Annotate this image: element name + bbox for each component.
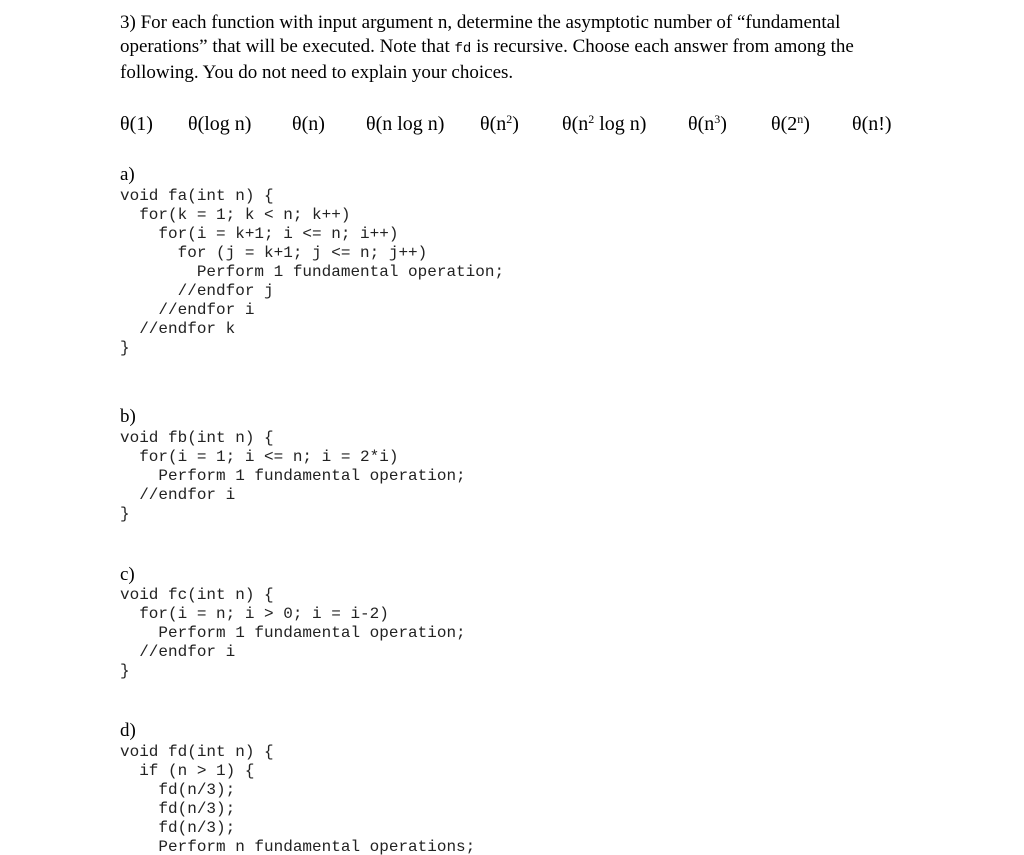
part-b-label: b)	[120, 406, 136, 427]
choice-theta-n: θ(n)	[292, 113, 325, 135]
question-line-1: 3) For each function with input argument n, determine the asymptotic number of “fundamental	[120, 12, 841, 33]
code-line: Perform 1 fundamental operation;	[120, 624, 466, 642]
code-line: //endfor i	[120, 643, 236, 661]
code-line: if (n > 1) {	[120, 762, 255, 780]
code-line: }	[120, 505, 130, 523]
code-line: void fa(int n) {	[120, 187, 274, 205]
code-line: }	[120, 662, 130, 680]
part-d-label: d)	[120, 720, 136, 741]
part-c-label: c)	[120, 564, 135, 585]
code-line: void fc(int n) {	[120, 586, 274, 604]
question-line-2	[120, 35, 920, 61]
code-line: }	[120, 339, 130, 357]
part-a-code	[120, 187, 504, 358]
code-line: Perform 1 fundamental operation;	[120, 263, 505, 281]
part-a-label: a)	[120, 164, 135, 185]
code-line: for (j = k+1; j <= n; j++)	[120, 244, 428, 262]
question-line-2-start: operations” that will be executed. Note that	[120, 36, 455, 57]
code-line: fd(n/3);	[120, 819, 236, 837]
choice-theta-n-squared: $\theta(n^2)$	[480, 112, 519, 135]
choice-theta-n-factorial: θ(n!)	[852, 113, 892, 135]
code-line: Perform n fundamental operations;	[120, 838, 476, 855]
code-line: void fd(int n) {	[120, 743, 274, 761]
part-c-code	[120, 586, 466, 681]
choice-theta-2-to-n: θ(2$^n$)	[771, 112, 810, 135]
code-line: for(k = 1; k < n; k++)	[120, 206, 351, 224]
choice-theta-n-squared-log-n: $\theta(n^2$ log n)	[562, 112, 647, 135]
code-line: fd(n/3);	[120, 781, 236, 799]
choice-theta-n-cubed: $\theta(n^3)$	[688, 112, 727, 135]
code-line: for(i = k+1; i <= n; i++)	[120, 225, 399, 243]
code-line: //endfor i	[120, 301, 255, 319]
code-line: for(i = n; i > 0; i = i-2)	[120, 605, 389, 623]
part-d-code	[120, 743, 475, 855]
answer-choices	[0, 113, 1024, 143]
code-line: //endfor i	[120, 486, 236, 504]
code-line: void fb(int n) {	[120, 429, 274, 447]
question-prompt	[120, 11, 920, 85]
code-line: fd(n/3);	[120, 800, 236, 818]
code-line: Perform 1 fundamental operation;	[120, 467, 466, 485]
code-line: for(i = 1; i <= n; i = 2*i)	[120, 448, 399, 466]
question-line-2-end: is recursive. Choose each answer from among the	[471, 36, 854, 57]
question-line-3: following. You do not need to explain your choices.	[120, 62, 514, 83]
code-line: //endfor j	[120, 282, 274, 300]
choice-theta-n-log-n: θ(n log n)	[366, 113, 445, 135]
part-b-code	[120, 429, 466, 524]
choice-theta-1: θ(1)	[120, 113, 153, 135]
choice-theta-log-n: θ(log n)	[188, 113, 252, 135]
code-line: //endfor k	[120, 320, 236, 338]
inline-code-fd: fd	[454, 41, 472, 57]
